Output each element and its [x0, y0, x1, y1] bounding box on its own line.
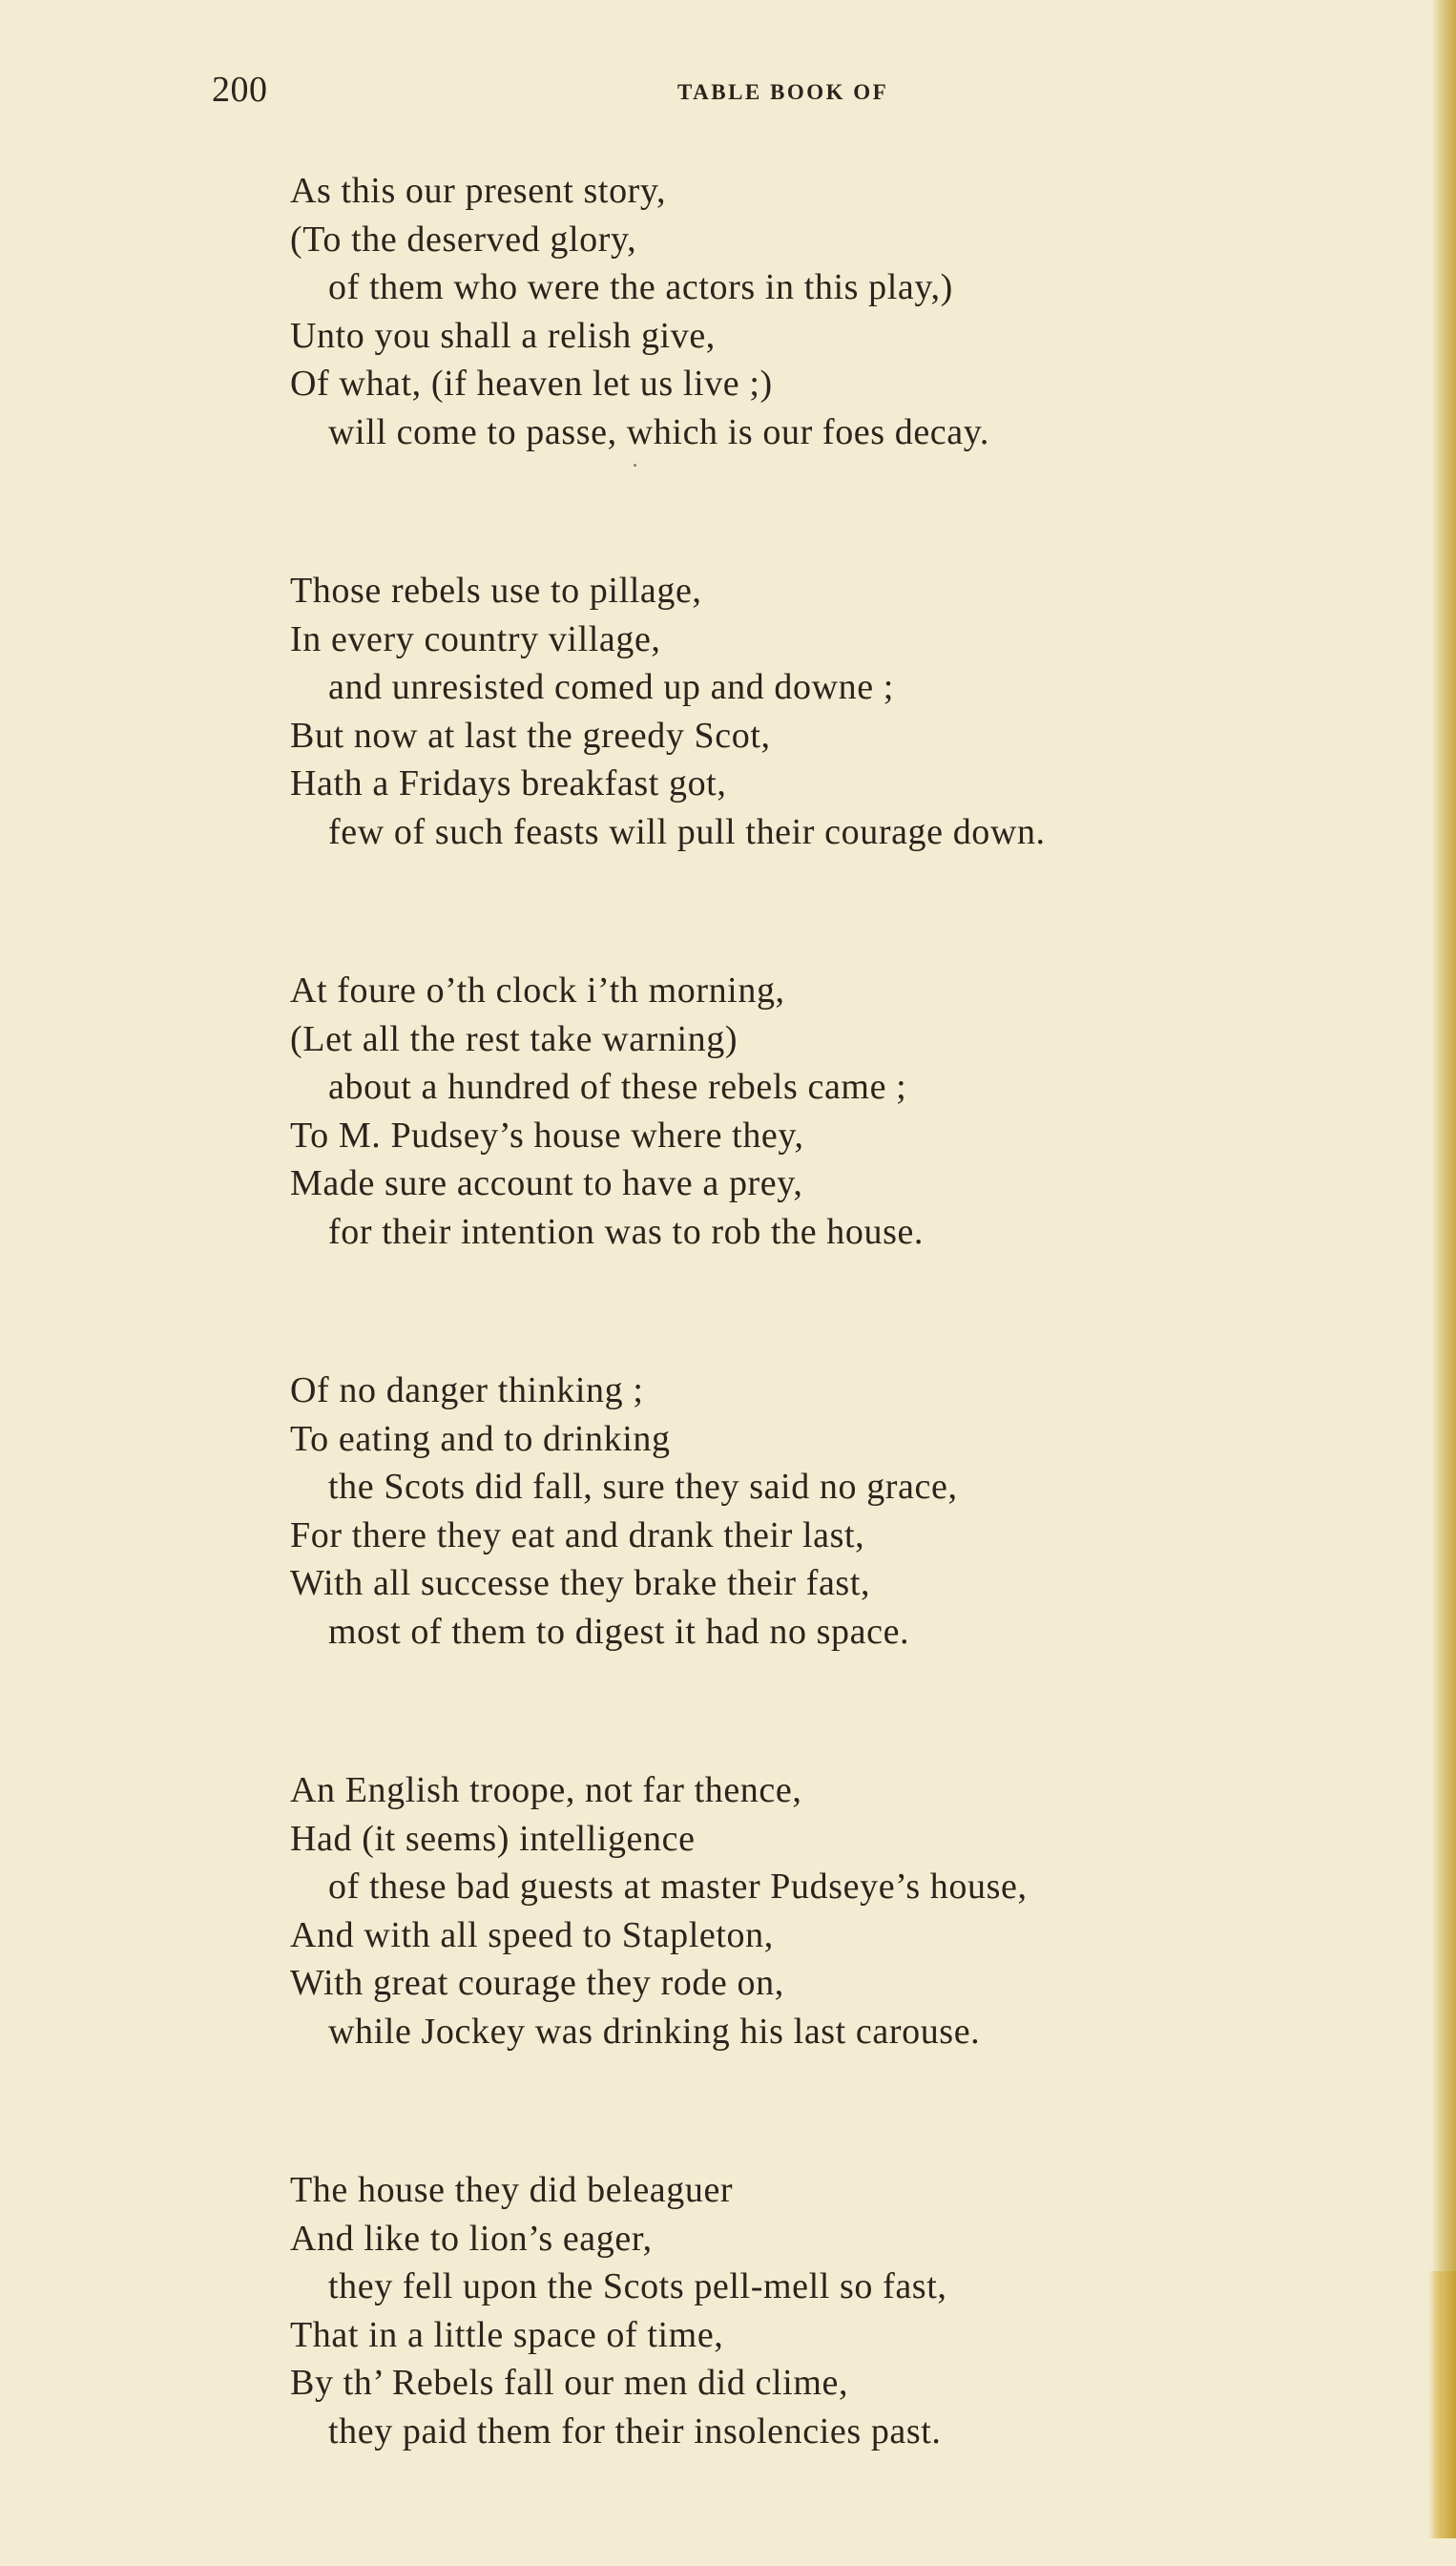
poem-line: few of such feasts will pull their courage down.: [328, 811, 1046, 852]
poem-line: An English troope, not far thence,: [290, 1770, 802, 1810]
poem-line: Hath a Fridays breakfast got,: [290, 763, 727, 803]
poem-line: With all successe they brake their fast,: [290, 1563, 871, 1603]
poem-line: And like to lion’s eager,: [290, 2218, 653, 2259]
poem-line: they paid them for their insolencies past.: [328, 2410, 942, 2451]
page-number: 200: [212, 70, 268, 110]
poem-line: while Jockey was drinking his last carouse.: [328, 2011, 981, 2052]
poem-line: they fell upon the Scots pell-mell so fast,: [328, 2266, 947, 2306]
poem-line: most of them to digest it had no space.: [328, 1611, 910, 1652]
poem-line: In every country village,: [290, 618, 661, 659]
poem-line: and unresisted comed up and downe ;: [328, 667, 894, 707]
running-head: TABLE BOOK OF: [677, 80, 889, 104]
poem-line: the Scots did fall, sure they said no grace,: [328, 1467, 958, 1507]
poem-line: To M. Pudsey’s house where they,: [290, 1115, 804, 1156]
poem-line: The house they did beleaguer: [290, 2170, 734, 2210]
stanza-3: [0, 967, 1456, 1256]
poem-line: At foure o’th clock i’th morning,: [290, 970, 785, 1011]
page-header: [0, 69, 1456, 116]
poem-line: for their intention was to rob the house.: [328, 1211, 925, 1252]
poem-line: By th’ Rebels fall our men did clime,: [290, 2363, 849, 2403]
stanza-6: [0, 2166, 1456, 2455]
poem-line: Of what, (if heaven let us live ;): [290, 364, 773, 404]
poem-line: For there they eat and drank their last,: [290, 1514, 865, 1555]
poem-line: But now at last the greedy Scot,: [290, 715, 771, 756]
poem-line: of these bad guests at master Pudseye’s house,: [328, 1867, 1028, 1907]
ink-speck: [634, 464, 636, 467]
poem-line: And with all speed to Stapleton,: [290, 1914, 774, 1955]
poem-line: Unto you shall a relish give,: [290, 315, 716, 356]
poem-line: Had (it seems) intelligence: [290, 1818, 696, 1859]
poem-line: (Let all the rest take warning): [290, 1018, 738, 1059]
poem-line: about a hundred of these rebels came ;: [328, 1067, 907, 1107]
stanza-2: [0, 567, 1456, 856]
poem-line: Of no danger thinking ;: [290, 1370, 644, 1410]
poem-line: That in a little space of time,: [290, 2314, 724, 2355]
poem-line: (To the deserved glory,: [290, 219, 637, 260]
stanza-1: [0, 167, 1456, 456]
poem: [0, 167, 1456, 2566]
stanza-4: [0, 1366, 1456, 1656]
poem-line: will come to passe, which is our foes decay.: [328, 411, 989, 452]
poem-line: As this our present story,: [290, 171, 667, 211]
poem-line: Made sure account to have a prey,: [290, 1163, 803, 1203]
poem-line: To eating and to drinking: [290, 1418, 671, 1459]
stanza-5: [0, 1766, 1456, 2055]
poem-line: of them who were the actors in this play,): [328, 267, 953, 307]
poem-line: Those rebels use to pillage,: [290, 571, 702, 611]
poem-line: With great courage they rode on,: [290, 1963, 784, 2003]
